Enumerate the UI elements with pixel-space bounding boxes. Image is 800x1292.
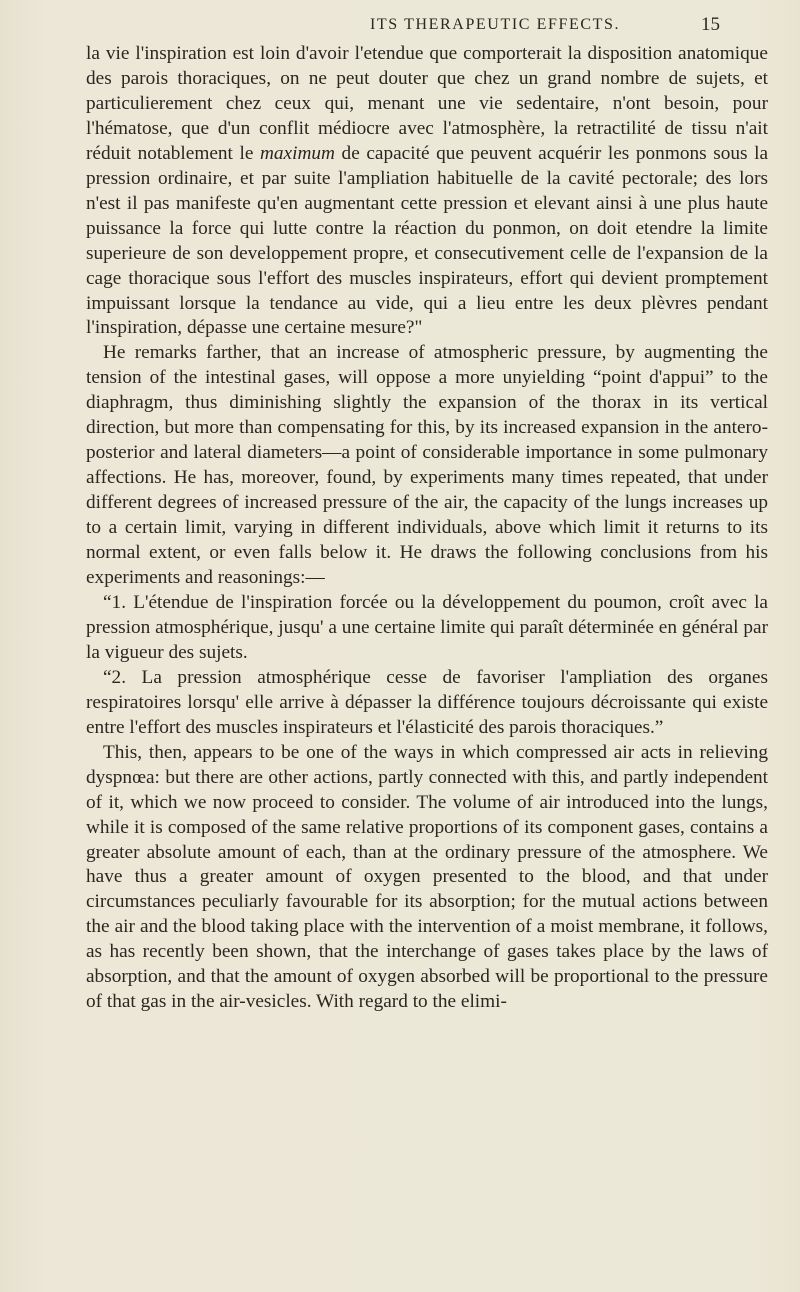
paragraph-text: la vie l'inspiration est loin d'avoir l'etendue que comporterait la disposition anatomique des parois thoraciques, on ne peut douter que chez un grand nombre de sujets, et particulierement chez ceux qui, menant une vie sedentaire, n'ont besoin, pour l'hématose, que d'un conflit médiocre avec l'atmosphère, la retractilité de tissu n'ait réduit notablement le [86,43,768,164]
page-header [260,10,720,40]
paragraph-continued-quote [86,42,768,341]
paragraph: This, then, appears to be one of the ways in which compressed air acts in relieving dyspnœa: but there are other actions, partly connected with this, and partly independent of it, which we now proceed to consider. The volume of air introduced into the lungs, while it is composed of the same relative proportions of its component gases, contains a greater absolute amount of each, than at the ordinary pressure of the atmosphere. We have thus a greater amount of oxygen presented to the blood, and that under circumstances peculiarly favourable for its absorption; for the mutual actions between the air and the blood taking place with the intervention of a moist membrane, it follows, as has recently been shown, that the interchange of gases takes place by the laws of absorption, and that the amount of oxygen absorbed will be proportional to the pressure of that gas in the air-vesicles. With regard to the elimi- [86,741,768,1013]
quoted-conclusion-1: “1. L'étendue de l'inspiration forcée ou la développement du poumon, croît avec la pression atmosphérique, jusqu' a une certaine limite qui paraît déterminée en général par la vigueur des sujets. [86,591,768,663]
body-text [86,42,768,1015]
running-head: ITS THERAPEUTIC EFFECTS. [370,16,621,33]
page-number: 15 [701,14,720,35]
paragraph-text: de capacité que peuvent acquérir les ponmons sous la pression ordinaire, et par suite l'ampliation habituelle de la cavité pectorale; des lors n'est il pas manifeste qu'en augmentant cette pression et elevant ainsi à une plus haute puissance la force qui lutte contre la réaction du ponmon, on doit etendre la limite superieure de son developpement propre, et consecutivement celle de l'expansion de la cage thoracique sous l'effort des muscles inspirateurs, effort qui devient promptement impuissant lorsque la tendance au vide, qui a lieu entre les deux plèvres pendant l'inspiration, dépasse une certaine mesure?" [86,142,768,339]
paragraph: He remarks farther, that an increase of atmospheric pressure, by augmenting the tension of the intestinal gases, will oppose a more unyielding “point d'appui” to the diaphragm, thus diminishing slightly the expansion of the thorax in its vertical direction, but more than compensating for this, by its increased expansion in the antero-posterior and lateral diameters—a point of considerable importance in some pulmonary affections. He has, moreover, found, by experiments many times repeated, that under different degrees of increased pressure of the air, the capacity of the lungs increases up to a certain limit, varying in different individuals, above which limit it returns to its normal extent, or even falls below it. He draws the following conclusions from his experiments and reasonings:— [86,342,768,589]
quoted-conclusion-2: “2. La pression atmosphérique cesse de favoriser l'ampliation des organes respiratoires lorsqu' elle arrive à dépasser la différence toujours décroissante qui existe entre l'effort des muscles inspirateurs et l'élasticité des parois thoraciques.” [86,666,768,738]
emphasis-word: maximum [259,142,335,164]
